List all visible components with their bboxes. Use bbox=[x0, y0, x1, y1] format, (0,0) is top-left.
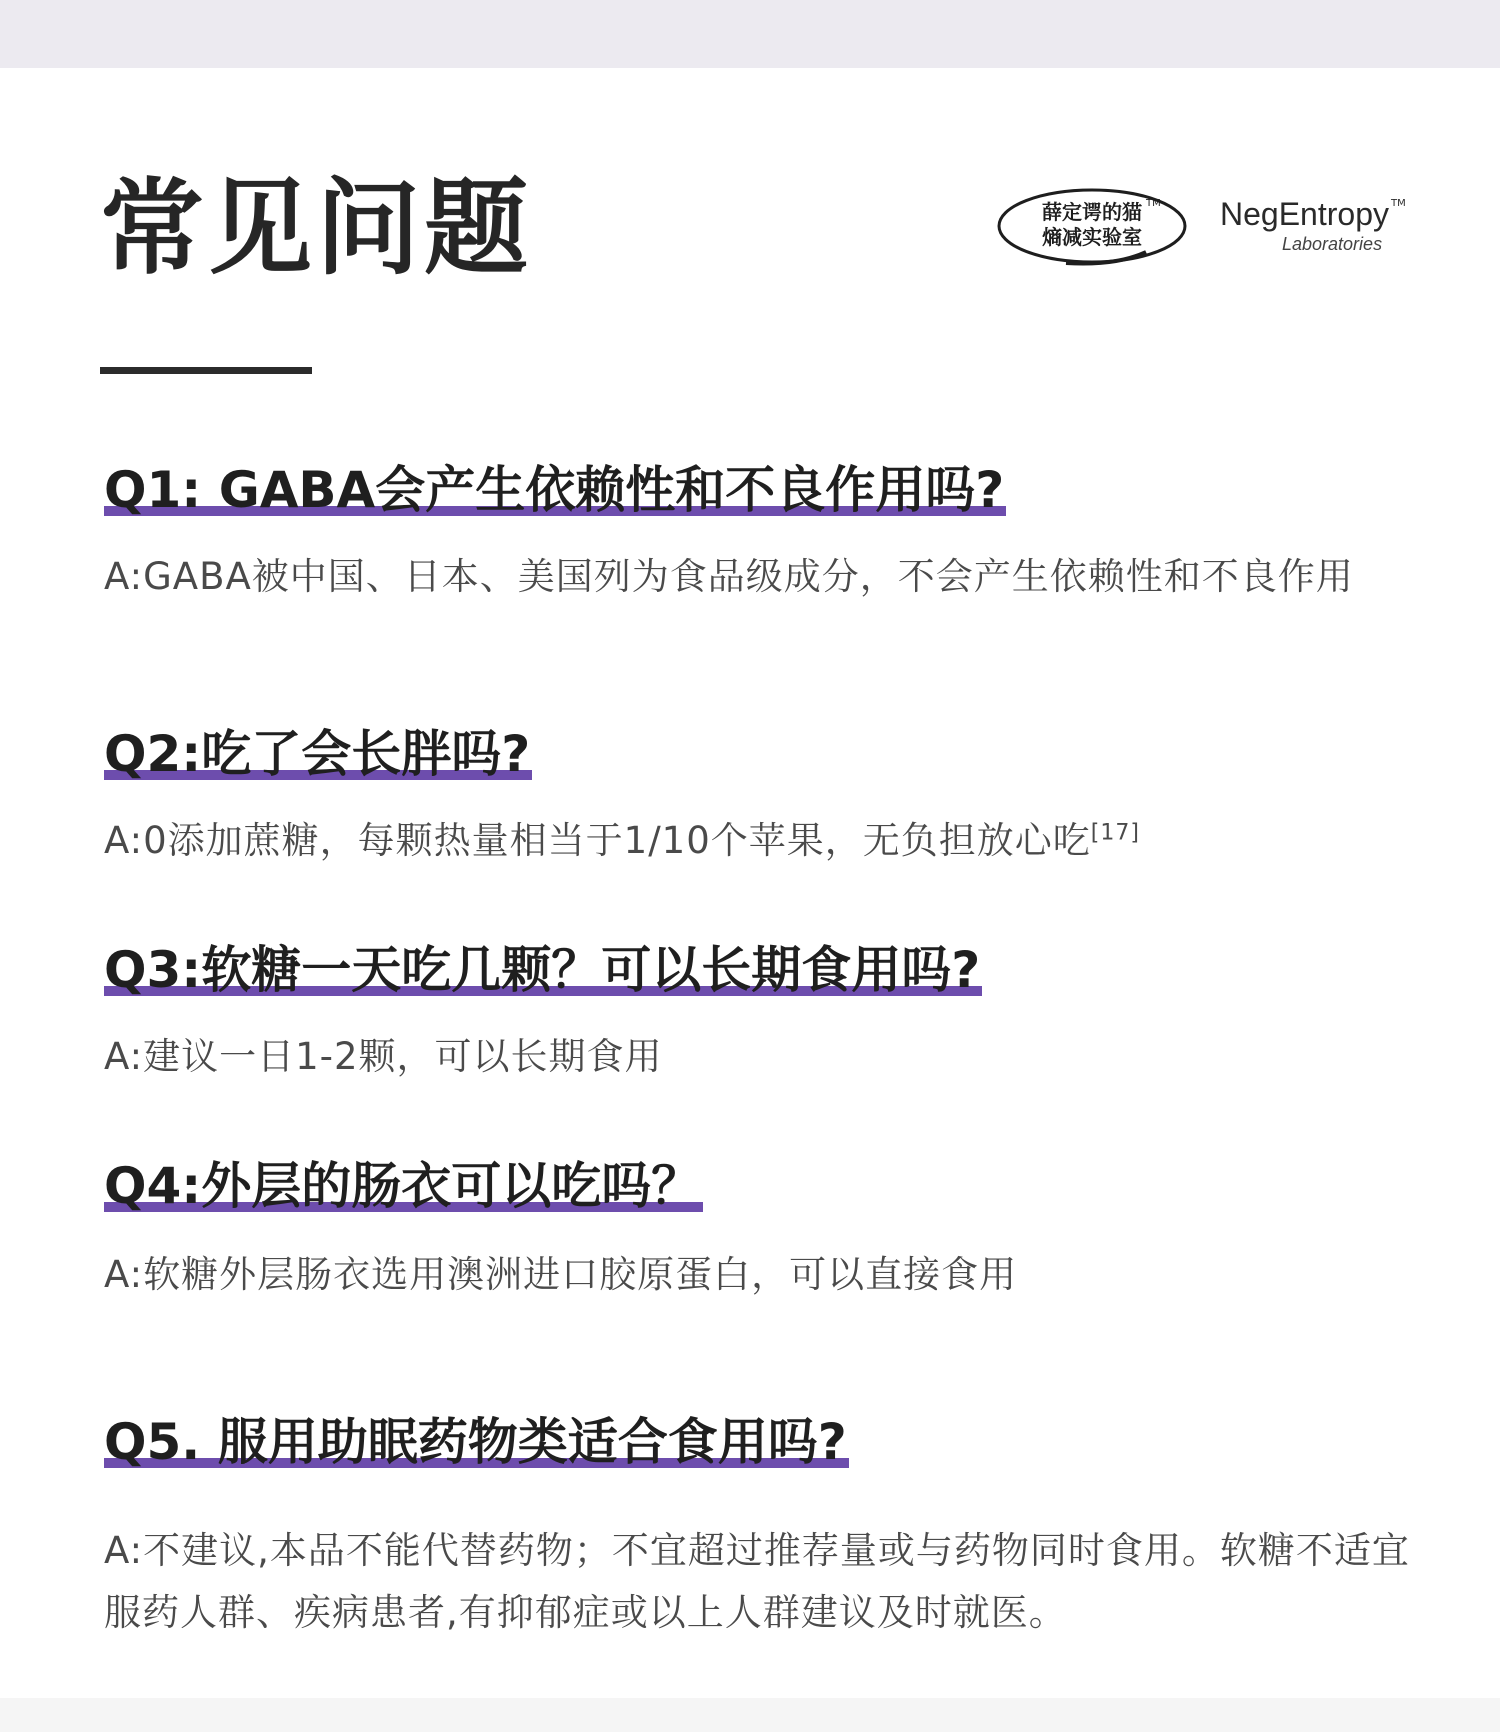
negentropy-logo bbox=[1220, 194, 1410, 254]
logo-cn-trademark: TM bbox=[1146, 198, 1161, 209]
faq-question bbox=[104, 938, 982, 1002]
faq-question-text: Q5. 服用助眠药物类适合食用吗? bbox=[104, 1413, 847, 1471]
faq-question bbox=[104, 1154, 703, 1218]
faq-question bbox=[104, 722, 532, 786]
faq-answer-text: A:不建议,本品不能代替药物；不宜超过推荐量或与药物同时食用。软糖不适宜服药人群、疾病患者,有抑郁症或以上人群建议及时就医。 bbox=[104, 1529, 1410, 1634]
faq-answer-text: A:0添加蔗糖，每颗热量相当于1/10个苹果，无负担放心吃 bbox=[104, 819, 1091, 862]
schrodingers-cat-logo bbox=[996, 186, 1188, 266]
bottom-band bbox=[0, 1698, 1500, 1732]
logo-cn-line-2: 熵减实验室 bbox=[1042, 225, 1142, 249]
faq-answer-text: A:GABA被中国、日本、美国列为食品级成分，不会产生依赖性和不良作用 bbox=[104, 555, 1354, 598]
logo-en-name: NegEntropy bbox=[1220, 196, 1389, 232]
faq-answer bbox=[104, 550, 1424, 604]
faq-question bbox=[104, 1410, 849, 1474]
faq-item-4 bbox=[104, 1154, 1424, 1302]
faq-question-text: Q3:软糖一天吃几颗？可以长期食用吗? bbox=[104, 941, 981, 999]
logo-cn-line-1: 薛定谔的猫 bbox=[1042, 200, 1142, 224]
faq-question-text: Q2:吃了会长胖吗? bbox=[104, 725, 531, 783]
faq-question-text: Q1: GABA会产生依赖性和不良作用吗? bbox=[104, 461, 1005, 519]
faq-answer-text: A:建议一日1-2颗，可以长期食用 bbox=[104, 1035, 663, 1078]
logo-en-subtitle: Laboratories bbox=[1282, 234, 1383, 254]
top-band bbox=[0, 0, 1500, 68]
faq-answer bbox=[104, 1030, 1424, 1084]
faq-question bbox=[104, 458, 1006, 522]
title-divider bbox=[100, 367, 312, 374]
faq-item-1 bbox=[104, 458, 1424, 604]
reference-marker: [17] bbox=[1090, 820, 1140, 846]
page-title: 常见问题 bbox=[100, 167, 533, 289]
faq-question-text: Q4:外层的肠衣可以吃吗？ bbox=[104, 1157, 702, 1215]
faq-item-5 bbox=[104, 1410, 1424, 1644]
faq-item-2 bbox=[104, 722, 1424, 868]
faq-answer bbox=[104, 1520, 1424, 1644]
logo-en-trademark: TM bbox=[1391, 198, 1406, 209]
faq-item-3 bbox=[104, 938, 1424, 1084]
faq-answer bbox=[104, 814, 1424, 868]
faq-answer-text: A:软糖外层肠衣选用澳洲进口胶原蛋白，可以直接食用 bbox=[104, 1253, 1018, 1296]
faq-answer bbox=[104, 1248, 1424, 1302]
